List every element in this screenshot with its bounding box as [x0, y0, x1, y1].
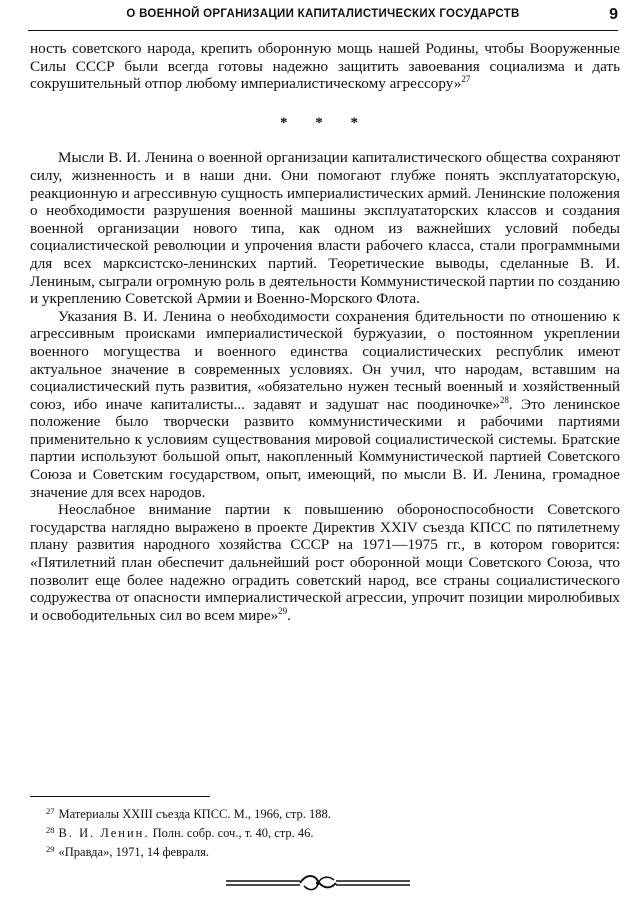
paragraph-3-text-b: . Это ленинское положение было творчески развито коммунистическими и рабочими партиями применительно к условиям существования мировой социалистической системы. Братские партии используют большой опыт, накопленный Коммунистической партией Советского Союза и Советским государством, опыт, имеющий, по мысли В. И. Ленина, громадное значение для всех народов.: [30, 395, 620, 501]
main-text: [30, 40, 620, 624]
footnote-text: Полн. собр. соч., т. 40, стр. 46.: [149, 826, 314, 840]
paragraph-4-end: .: [287, 606, 291, 624]
page-number: 9: [609, 6, 618, 23]
running-title: О ВОЕННОЙ ОРГАНИЗАЦИИ КАПИТАЛИСТИЧЕСКИХ ГОСУДАРСТВ: [126, 8, 520, 20]
footnote-number: 28: [46, 825, 55, 835]
footnote-28: [30, 822, 314, 841]
footnote-ref-28: 28: [499, 394, 509, 405]
footnote-text: «Правда», 1971, 14 февраля.: [58, 845, 210, 859]
footnote-ref-27: 27: [461, 74, 471, 85]
paragraph-3: [30, 308, 620, 502]
paragraph-1: [30, 40, 620, 93]
footnote-author: В. И. Ленин.: [58, 826, 150, 840]
running-header: [28, 6, 618, 31]
footnotes: [30, 796, 331, 860]
footnote-29: [30, 841, 210, 860]
footnote-number: 27: [46, 806, 55, 816]
paragraph-4-text: Неослабное внимание партии к повышению обороноспособности Советского государства наглядно выражено в проекте Директив XXIV съезда КПСС по пятилетнему плану развития народного хозяйства СССР на 1971—1975 гг., в котором говорится: «Пятилетний план обеспечит дальнейший рост оборонной мощи Советского Союза, что позволит еще более надежно оградить советский народ, все страны социалистического содружества от опасности империалистической агрессии, упрочит позиции миролюбивых и освободительных сил во всем мире»: [30, 501, 620, 624]
footnote-ref-29: 29: [278, 605, 288, 616]
footnote-27: [30, 803, 331, 822]
footnote-number: 29: [46, 844, 55, 854]
paragraph-3-text-a: Указания В. И. Ленина о необходимости сохранения бдительности по отношению к агрессивным происками империалистической буржуазии, о постоянном укреплении военного могущества и военного единства социалистических республик имеют актуальное значение в современных условиях. Он учил, что народам, вставшим на социалистический путь развития, «обязательно нужен тесный военный и хозяйственный союз, ибо иначе капиталисты... задавят и задушат нас поодиночке»: [30, 307, 620, 413]
paragraph-4: [30, 501, 620, 624]
section-separator: * * *: [280, 114, 370, 131]
ornament-divider: [218, 868, 418, 898]
paragraph-1-text: ность советского народа, крепить оборонную мощь нашей Родины, чтобы Вооруженные Силы СССР были всегда готовы надежно защитить завоевания социализма и дать сокрушительный отпор любому империалистическому агрессору»: [30, 40, 620, 93]
footnote-text: Материалы XXIII съезда КПСС. М., 1966, стр. 188.: [58, 807, 331, 821]
paragraph-2: Мысли В. И. Ленина о военной организации капиталистического общества сохраняют силу, жизненность и в наши дни. Они помогают глубже понять эксплуататорскую, реакционную и агрессивную сущность империалистических армий. Ленинские положения о необходимости разрушения военной машины эксплуататорских классов и создания военной организации нового типа, как одном из важнейших условий победы социалистической революции и упрочения власти рабочего класса, стали программными для всех марксистско-ленинских партий. Теоретические выводы, сделанные В. И. Лениным, сыграли огромную роль в деятельности Коммунистической партии по созданию и укреплению Советской Армии и Военно-Морского Флота.: [30, 149, 620, 308]
